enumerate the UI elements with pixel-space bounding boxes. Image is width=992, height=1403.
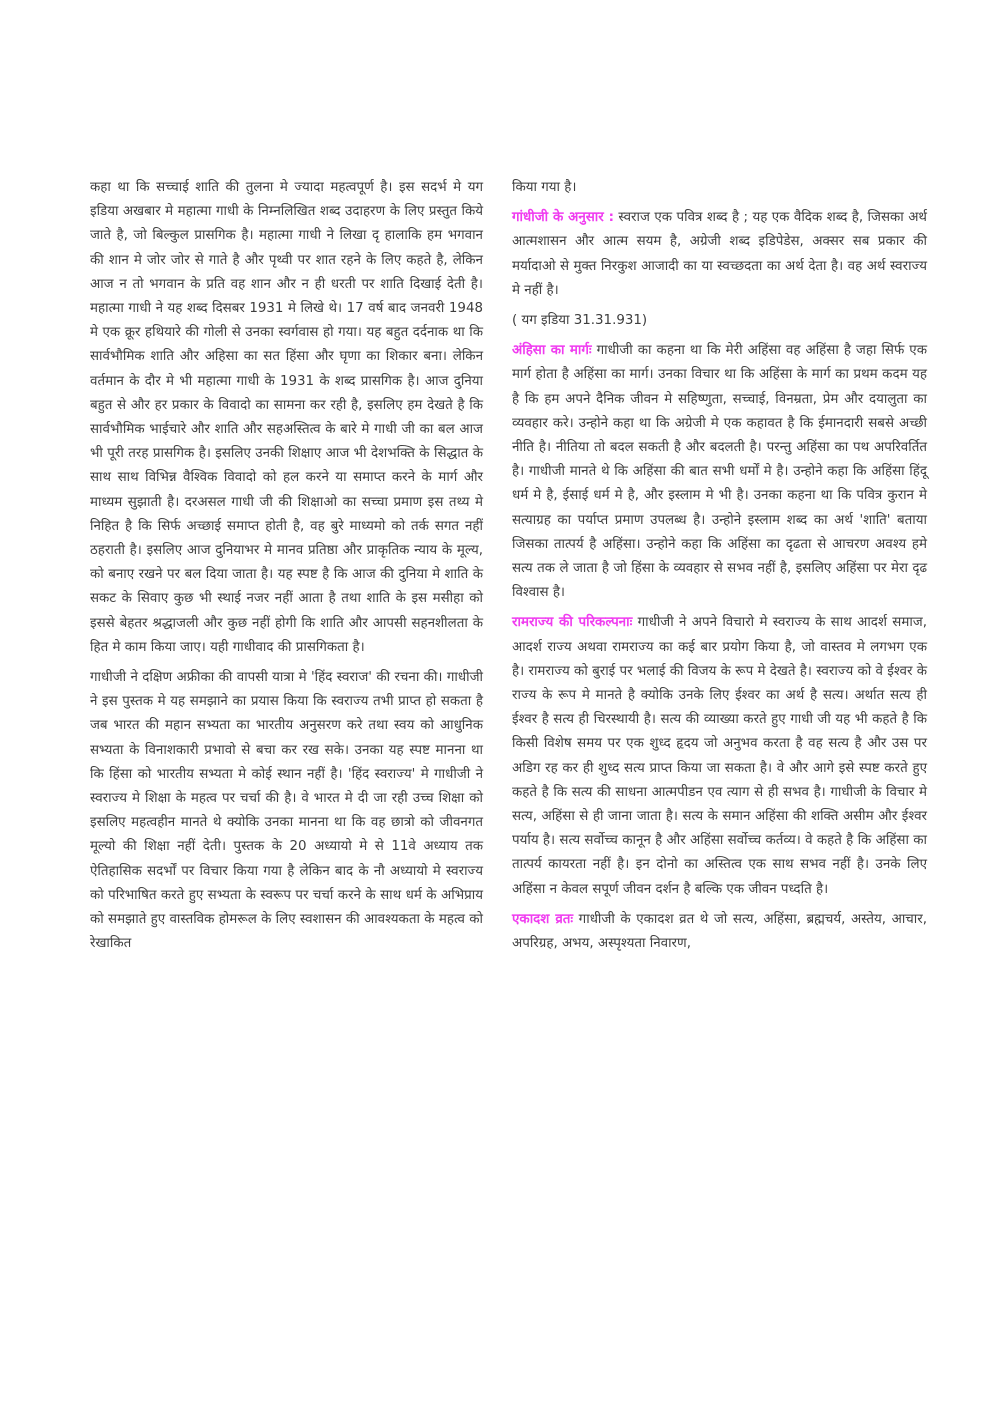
right-column [512,176,927,962]
section-according-to-gandhi [512,206,927,303]
section-text: गाधीजी ने अपने विचारो मे स्वराज्य के साथ आदर्श समाज, आदर्श राज्य अथवा रामराज्य का कई बार प्रयोग किया है, जो वास्तव मे लगभग एक है। रामराज्य को बुराई पर भलाई की विजय के रूप मे देखते है। स्वराज्य को वे ईश्वर के राज्य के रूप मे मानते है क्योकि उनके लिए ईश्वर का अर्थ है सत्य। अर्थात सत्य ही ईश्वर है सत्य ही चिरस्थायी है। सत्य की व्याख्या करते हुए गाधी जी यह भी कहते है कि किसी विशेष समय पर एक शुध्द हृदय जो अनुभव करता है वह सत्य है और उस पर अडिग रह कर ही शुध्द सत्य प्राप्त किया जा सकता है। वे और आगे इसे स्पष्ट करते हुए कहते है कि सत्य की साधना आत्मपीडन एव त्याग से ही सभव है। गाधीजी के विचार मे सत्य, अहिंसा से ही जाना जाता है। सत्य के समान अहिंसा की शक्ति असीम और ईश्वर पर्याय है। सत्य सर्वोच्च कानून है और अहिंसा सर्वोच्च कर्तव्य। वे कहते है कि अहिंसा का तात्पर्य कायरता नहीं है। इन दोनो का अस्तित्व एक साथ सभव नहीं है। उनके लिए अहिंसा न केवल सपूर्ण जीवन दर्शन है बल्कि एक जीवन पध्दति है। [512,615,927,897]
section-eleven-vows [512,908,927,956]
left-column [90,176,483,963]
section-heading: एकादश व्रतः [512,911,574,927]
paragraph-relevance-of-gandhism: कहा था कि सच्चाई शाति की तुलना मे ज्यादा महत्वपूर्ण है। इस सदर्भ मे यग इडिया अखबार मे महात्मा गाधी के निम्नलिखित शब्द उदाहरण के लिए प्रस्तुत किये जाते है, जो बिल्कुल प्रासगिक है। महात्मा गाधी ने लिखा दृ हालाकि हम भगवान की शान मे जोर जोर से गाते है और पृथ्वी पर शात रहने के लिए कहते है, लेकिन आज न तो भगवान के प्रति वह शान और न ही धरती पर शाति दिखाई देती है। महात्मा गाधी ने यह शब्द दिसबर 1931 मे लिखे थे। 17 वर्ष बाद जनवरी 1948 मे एक क्रूर हथियारे की गोली से उनका स्वर्गवास हो गया। यह बहुत दर्दनाक था कि सार्वभौमिक शाति और अहिसा का सत हिंसा और घृणा का शिकार बना। लेकिन वर्तमान के दौर मे भी महात्मा गाधी के 1931 के शब्द प्रासगिक है। आज दुनिया बहुत से और हर प्रकार के विवादो का सामना कर रही है, इसलिए हम देखते है कि सार्वभौमिक भाईचारे और शाति और सहअस्तित्व के बारे मे गाधी जी का बल आज भी पूरी तरह प्रासगिक है। इसलिए उनकी शिक्षाए आज भी देशभक्ति के सिद्धात के साथ साथ विभिन्न वैश्विक विवादो को हल करने या समाप्त करने के मार्ग और माध्यम सुझाती है। दरअसल गाधी जी की शिक्षाओ का सच्चा प्रमाण इस तथ्य मे निहित है कि सिर्फ अच्छाई समाप्त होती है, वह बुरे माध्यमो को तर्क सगत नहीं ठहराती है। इसलिए आज दुनियाभर मे मानव प्रतिष्ठा और प्राकृतिक न्याय के मूल्य, को बनाए रखने पर बल दिया जाता है। यह स्पष्ट है कि आज की दुनिया मे शाति के सकट के सिवाए कुछ भी स्थाई नजर नहीं आता है तथा शाति के इस मसीहा को इससे बेहतर श्रद्धाजली और कुछ नहीं होगी कि शाति और आपसी सहनशीलता के हित मे काम किया जाए। यही गाधीवाद की प्रासगिकता है। [90,180,483,655]
paragraph-hind-swaraj: गाधीजी ने दक्षिण अफ्रीका की वापसी यात्रा मे 'हिंद स्वराज' की रचना की। गाधीजी ने इस पुस्तक मे यह समझाने का प्रयास किया कि स्वराज्य तभी प्राप्त हो सकता है जब भारत की महान सभ्यता का भारतीय अनुसरण करे तथा स्वय को आधुनिक सभ्यता के विनाशकारी प्रभावो से बचा कर रख सके। उनका यह स्पष्ट मानना था कि हिंसा को भारतीय सभ्यता मे कोई स्थान नहीं है। 'हिंद स्वराज्य' मे गाधीजी ने स्वराज्य मे शिक्षा के महत्व पर चर्चा की है। वे भारत मे दी जा रही उच्च शिक्षा को इसलिए महत्वहीन मानते थे क्योकि उनका मानना था कि वह छात्रो को जीवनगत मूल्यो की शिक्षा नहीं देती। पुस्तक के 20 अध्यायो मे से 11वे अध्याय तक ऐतिहासिक सदर्भों पर विचार किया गया है लेकिन बाद के नौ अध्यायो मे स्वराज्य को परिभाषित करते हुए सभ्यता के स्वरूप पर चर्चा करने के साथ धर्म के अभिप्राय को समझाते हुए वास्तविक होमरूल के लिए स्वशासन की आवश्यकता के महत्व को रेखाकित [90,670,483,952]
section-heading: रामराज्य की परिकल्पनाः [512,615,633,631]
section-text: गाधीजी का कहना था कि मेरी अहिंसा वह अहिंसा है जहा सिर्फ एक मार्ग होता है अहिंसा का मार्ग। उनका विचार था कि अहिंसा के मार्ग का प्रथम कदम यह है कि हम अपने दैनिक जीवन मे सहिष्णुता, सच्चाई, विनम्रता, प्रेम और दयालुता का व्यवहार करे। उन्होने कहा था कि अग्रेजी मे एक कहावत है कि ईमानदारी सबसे अच्छी नीति है। नीतिया तो बदल सकती है और बदलती है। परन्तु अहिंसा का पथ अपरिवर्तित है। गाधीजी मानते थे कि अहिंसा की बात सभी धर्मों मे है। उन्होने कहा कि अहिंसा हिंदू धर्म मे है, ईसाई धर्म मे है, और इस्लाम मे भी है। उनका कहना था कि पवित्र कुरान मे सत्याग्रह का पर्याप्त प्रमाण उपलब्ध है। उन्होने इस्लाम शब्द का अर्थ 'शाति' बताया जिसका तात्पर्य है अहिंसा। उन्होने कहा कि अहिंसा का दृढता से आचरण अवश्य हमे सत्य तक ले जाता है जो हिंसा के व्यवहार से सभव नहीं है, इसलिए अहिंसा पर मेरा दृढ विश्वास है। [512,343,928,601]
section-heading: अंहिसा का मार्गः [512,343,592,359]
section-ramrajya-concept [512,611,927,901]
section-path-of-nonviolence [512,339,927,605]
paragraph-continuation: किया गया है। [512,180,577,195]
section-text: स्वराज एक पवित्र शब्द है ; यह एक वैदिक शब्द है, जिसका अर्थ आत्मशासन और आत्म सयम है, अग्रेजी शब्द इडिपेडेस, अक्सर सब प्रकार की मर्यादाओ से मुक्त निरकुश आजादी का या स्वच्छदता का अर्थ देता है। वह अर्थ स्वराज्य मे नहीं है। [512,210,927,298]
section-text: गाधीजी के एकादश व्रत थे जो सत्य, अहिंसा, ब्रह्मचर्य, अस्तेय, आचार, अपरिग्रह, अभय, अस्पृश्यता निवारण, [512,911,927,952]
citation: ( यग इडिया 31.31.931) [512,313,648,329]
section-heading: गांधीजी के अनुसार : [512,210,614,226]
